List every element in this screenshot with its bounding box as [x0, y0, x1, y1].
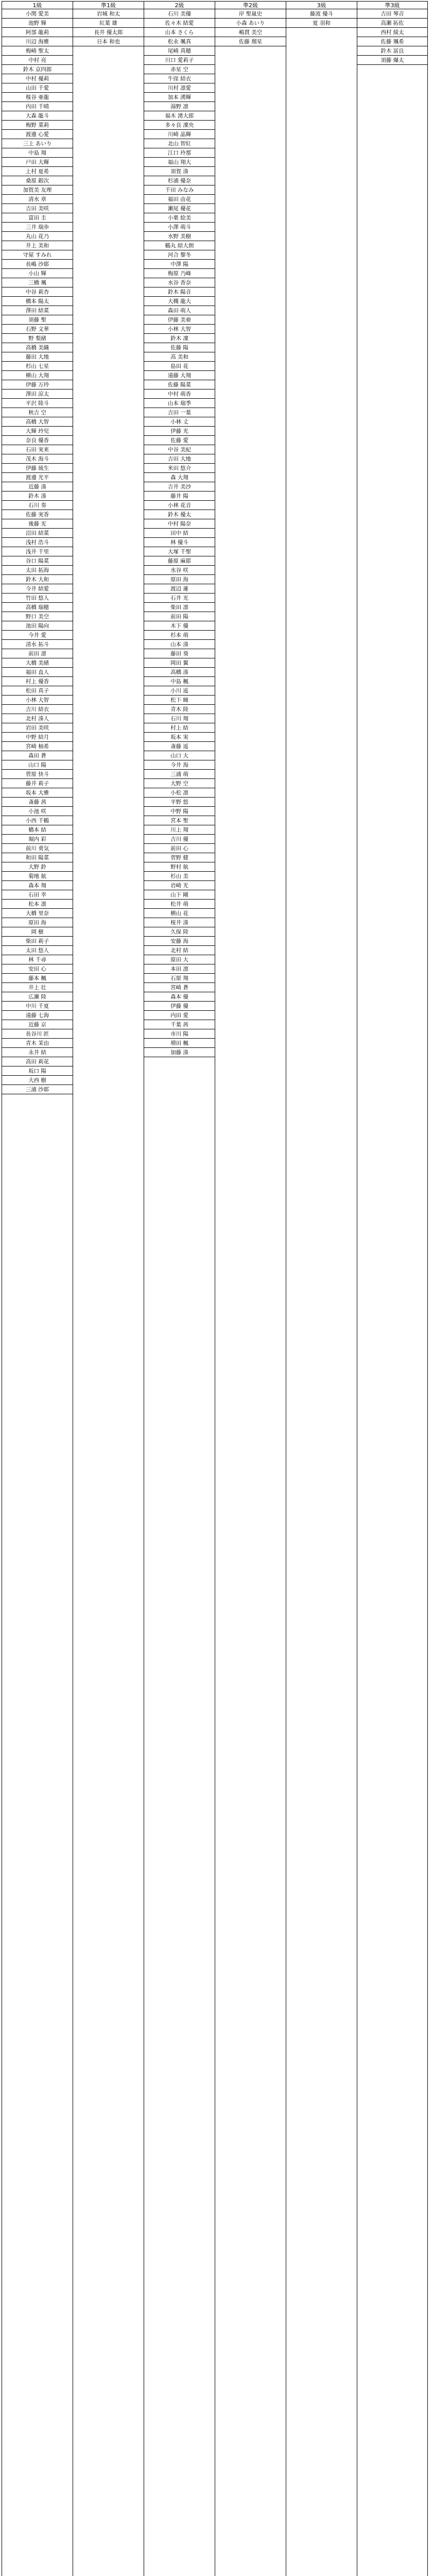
name-cell: 川上 翔 [144, 825, 215, 835]
name-cell: 高橋 瑞穂 [2, 603, 73, 612]
name-list [357, 9, 427, 65]
name-cell: 鈴木 凜 [144, 334, 215, 343]
name-cell: 山本 瑞季 [144, 399, 215, 408]
name-cell: 鈴木 陽音 [144, 287, 215, 297]
name-cell: 野村 航 [144, 862, 215, 872]
name-cell: 内田 愛 [144, 1011, 215, 1020]
name-cell: 加賀美 友理 [2, 185, 73, 195]
name-cell: 小林 花音 [144, 501, 215, 510]
name-cell: 夏 羽和 [286, 19, 357, 28]
name-cell: 伊藤 優 [144, 1002, 215, 1011]
name-cell: 原田 海 [144, 575, 215, 584]
name-cell: 中村 陽奈 [144, 519, 215, 529]
name-cell: 三井 瑞歩 [2, 223, 73, 232]
name-cell: 西村 綾太 [357, 28, 427, 37]
name-cell: 湯野 凛 [144, 102, 215, 111]
name-cell: 須藤 爆太 [357, 56, 427, 65]
name-cell: 杉浦 優奈 [144, 176, 215, 185]
name-cell: 小栗 絵美 [144, 213, 215, 223]
name-cell: 中澤 陽 [144, 260, 215, 269]
name-cell: 近藤 湊 [2, 482, 73, 492]
name-cell: 広瀬 陸 [2, 992, 73, 1002]
name-cell: 森本 翔 [2, 881, 73, 890]
name-cell: 杉本 萌 [144, 631, 215, 640]
column-grade-pre2 [215, 2, 286, 2576]
name-cell: 高橋 湊 [144, 668, 215, 677]
name-cell: 久保 陸 [144, 927, 215, 937]
name-cell: 後藤 光 [2, 519, 73, 529]
name-cell: 小山 輝 [2, 269, 73, 278]
name-cell: 沼田 結菜 [2, 529, 73, 538]
name-cell: 林 千尋 [2, 955, 73, 964]
name-cell: 浅井 千里 [2, 547, 73, 556]
name-cell: 小林 丈 [144, 417, 215, 427]
name-cell: 安田 心 [2, 964, 73, 974]
name-cell: 遠藤 七海 [2, 1011, 73, 1020]
name-cell: 戸田 大輝 [2, 158, 73, 167]
name-cell: 三浦 萌 [144, 770, 215, 779]
name-cell: 山田 千愛 [2, 83, 73, 93]
name-cell: 大輝 玲児 [2, 427, 73, 436]
name-cell: 三上 あいり [2, 139, 73, 148]
name-cell: 木下 優 [144, 621, 215, 631]
name-cell: 福山 翔大 [144, 158, 215, 167]
name-cell: 長井 優太郎 [73, 28, 144, 37]
name-cell: 今井 結愛 [2, 584, 73, 594]
name-cell: 杉山 七星 [2, 362, 73, 371]
name-cell: 千田 みなみ [144, 185, 215, 195]
name-cell: 野口 美空 [2, 612, 73, 621]
name-cell: 林 優斗 [144, 538, 215, 547]
name-cell: 鈴木 大和 [2, 575, 73, 584]
name-cell: 中村 優莉 [2, 74, 73, 83]
name-cell: 石川 翔 [144, 714, 215, 723]
name-cell: 中谷 莉杏 [2, 287, 73, 297]
name-cell: 日本 和也 [73, 37, 144, 46]
name-cell: 牛窪 結衣 [144, 74, 215, 83]
name-cell: 坂口 陽 [2, 1066, 73, 1076]
name-cell: 横山 大翔 [2, 371, 73, 380]
name-cell: 吉田 一葉 [144, 408, 215, 417]
name-cell: 近藤 京 [2, 1020, 73, 1029]
name-cell: 前川 勇気 [2, 844, 73, 853]
name-cell: 中島 翔 [2, 148, 73, 158]
name-list [73, 9, 144, 46]
name-cell: 守屋 すみれ [2, 250, 73, 260]
name-cell: 藤井 陽 [144, 492, 215, 501]
name-cell: 梅野 菜莉 [2, 121, 73, 130]
column-grade-pre1 [73, 2, 144, 2576]
name-cell: 宮崎 柚希 [2, 742, 73, 751]
column-header: 準3級 [357, 2, 427, 9]
name-cell: 石野 文華 [2, 325, 73, 334]
name-cell: 阿部 龍莉 [2, 28, 73, 37]
name-cell: 吉井 美沙 [144, 482, 215, 492]
name-cell: 今井 愛 [2, 631, 73, 640]
name-cell: 鈴木 京四郎 [2, 65, 73, 74]
name-cell: 嶋貫 美空 [215, 28, 286, 37]
name-cell: 浅村 浩斗 [2, 538, 73, 547]
name-cell: 今井 海 [144, 760, 215, 770]
name-cell: 中谷 美紀 [144, 445, 215, 454]
name-cell: 鈴木 優太 [144, 510, 215, 519]
name-cell: 和田 陽菜 [2, 853, 73, 862]
column-grade-2 [144, 2, 215, 2576]
name-cell: 松本 凛 [2, 900, 73, 909]
name-cell: 高橋 美織 [2, 343, 73, 352]
name-cell: 三橋 颯 [2, 278, 73, 287]
name-cell: 伊藤 琉生 [2, 464, 73, 473]
column-grade-pre3 [357, 2, 427, 2576]
name-cell: 大橋 美緒 [2, 658, 73, 668]
name-cell: 市川 陽 [144, 1029, 215, 1039]
name-cell: 小松 凛 [144, 788, 215, 798]
name-cell: 石田 実来 [2, 445, 73, 454]
name-cell: 井上 美和 [2, 241, 73, 250]
name-cell: 丸山 花乃 [2, 232, 73, 241]
name-cell: 松永 颯真 [144, 37, 215, 46]
name-cell: 松田 真子 [2, 686, 73, 696]
name-cell: 瀬尾 優花 [144, 204, 215, 213]
name-cell: 北村 結 [144, 946, 215, 955]
name-cell: 宮崎 蒼 [144, 983, 215, 992]
name-cell: 遠藤 大翔 [144, 371, 215, 380]
name-cell: 青木 茉由 [2, 1039, 73, 1048]
name-cell: 菅野 健 [144, 853, 215, 862]
column-header: 準1級 [73, 2, 144, 9]
name-cell: 川口 愛莉子 [144, 56, 215, 65]
name-cell: 福木 湧大郎 [144, 111, 215, 121]
name-cell: 宮本 聖 [144, 816, 215, 825]
name-cell: 桜井 湊 [144, 918, 215, 927]
name-cell: 鈴木 湊 [2, 492, 73, 501]
name-cell: 原田 海 [2, 918, 73, 927]
name-cell: 岩崎 光 [144, 881, 215, 890]
name-cell: 水谷 咲 [144, 566, 215, 575]
name-cell: 大塚 千聖 [144, 547, 215, 556]
name-cell: 伊藤 光 [144, 427, 215, 436]
name-cell: 富田 圭 [2, 213, 73, 223]
name-cell: 小森 あいり [215, 19, 286, 28]
name-cell: 安藤 海 [144, 937, 215, 946]
name-cell: 三浦 沙耶 [2, 1085, 73, 1094]
name-cell: 谷口 陽菜 [2, 556, 73, 566]
name-cell: 鈴木 冨良 [357, 46, 427, 56]
name-cell: 吉川 優 [144, 835, 215, 844]
name-cell: 渡邊 心愛 [2, 130, 73, 139]
name-cell: 橋本 陽太 [2, 297, 73, 306]
name-cell: 須賀 湊 [144, 167, 215, 176]
name-cell: 藤田 葵 [144, 649, 215, 658]
name-cell: 坂本 実 [144, 733, 215, 742]
name-cell: 岡 樹 [2, 927, 73, 937]
name-cell: 柴田 莉子 [2, 937, 73, 946]
name-cell: 中島 楓 [144, 677, 215, 686]
name-cell: 青木 陸 [144, 705, 215, 714]
name-cell: 前田 凛 [2, 649, 73, 658]
name-cell: 岩城 和太 [73, 9, 144, 19]
name-cell: 多々良 凜央 [144, 121, 215, 130]
name-cell: 水谷 香奈 [144, 278, 215, 287]
column-grade-1 [2, 2, 73, 2576]
name-cell: 菅原 快斗 [2, 770, 73, 779]
name-cell: 森田 蒼 [2, 751, 73, 760]
name-cell: 小林 大智 [2, 696, 73, 705]
name-cell: 上村 夏希 [2, 167, 73, 176]
name-cell: 北村 湊人 [2, 714, 73, 723]
name-cell: 江口 玲那 [144, 148, 215, 158]
name-cell: 渡辺 蓮 [144, 584, 215, 594]
name-cell: 堀内 彩 [2, 835, 73, 844]
name-cell: 福田 由花 [144, 195, 215, 204]
name-cell: 斎藤 茜 [2, 798, 73, 807]
name-cell: 田中 結 [144, 529, 215, 538]
name-cell: 原田 大 [144, 955, 215, 964]
name-cell: 平野 悠 [144, 798, 215, 807]
name-cell: 佐藤 瑠星 [215, 37, 286, 46]
name-cell: 平沢 陸斗 [2, 399, 73, 408]
name-cell: 石川 美優 [144, 9, 215, 19]
name-cell: 森 大翔 [144, 473, 215, 482]
column-header: 3級 [286, 2, 357, 9]
name-cell: 村上 結 [144, 723, 215, 733]
name-cell: 中野 結月 [2, 733, 73, 742]
name-cell: 野 梨緒 [2, 334, 73, 343]
name-cell: 吉川 結衣 [2, 705, 73, 714]
name-cell: 石井 光 [144, 594, 215, 603]
name-cell: 大橋 里奈 [2, 909, 73, 918]
name-cell: 加本 湧輝 [144, 93, 215, 102]
name-cell: 内田 千晴 [2, 102, 73, 111]
name-cell: 桜谷 亜龍 [2, 93, 73, 102]
name-cell: 山本 湊 [144, 640, 215, 649]
name-cell: 桑原 銀次 [2, 176, 73, 185]
name-cell: 藤田 大地 [2, 352, 73, 362]
name-cell: 赤星 空 [144, 65, 215, 74]
name-cell: 伊藤 美亜 [144, 315, 215, 325]
name-cell: 斎藤 遥 [144, 742, 215, 751]
name-cell: 池野 輝 [2, 19, 73, 28]
name-cell: 長谷川 匠 [2, 1029, 73, 1039]
name-cell: 高 美和 [144, 352, 215, 362]
name-cell: 佐藤 陽菜 [144, 380, 215, 389]
name-cell: 小川 遥 [144, 686, 215, 696]
column-header: 2級 [144, 2, 215, 9]
name-cell: 岡田 翼 [144, 658, 215, 668]
name-cell: 中川 千夏 [2, 1002, 73, 1011]
name-cell: 前田 陽 [144, 612, 215, 621]
name-list [215, 9, 286, 46]
name-cell: 清水 章 [2, 195, 73, 204]
name-cell: 永井 結 [2, 1048, 73, 1057]
name-cell: 伊藤 万玲 [2, 380, 73, 389]
name-cell: 紅葉 雄 [73, 19, 144, 28]
name-cell: 中野 陽 [144, 807, 215, 816]
name-cell: 北山 智紅 [144, 139, 215, 148]
name-cell: 藤原 麻耶 [144, 556, 215, 566]
name-cell: 中村 亮 [2, 56, 73, 65]
name-cell: 奈良 優香 [2, 436, 73, 445]
name-cell: 森本 優 [144, 992, 215, 1002]
name-cell: 水野 美樹 [144, 232, 215, 241]
name-cell: 大槻 龍大 [144, 297, 215, 306]
name-cell: 井上 壮 [2, 983, 73, 992]
name-cell: 山口 陽 [2, 760, 73, 770]
name-cell: 佐藤 颯希 [357, 37, 427, 46]
name-cell: 大野 鈴 [2, 862, 73, 872]
name-cell: 佐藤 実香 [2, 510, 73, 519]
name-cell: 澤田 涼太 [2, 389, 73, 399]
name-cell: 山口 大 [144, 751, 215, 760]
name-cell: 石原 翔 [144, 974, 215, 983]
name-cell: 吉田 大地 [144, 454, 215, 464]
name-cell: 米田 悠介 [144, 464, 215, 473]
column-header: 1級 [2, 2, 73, 9]
name-cell: 渡邊 光平 [2, 473, 73, 482]
name-cell: 柴田 凛 [144, 603, 215, 612]
name-cell: 森田 萌人 [144, 306, 215, 315]
name-cell: 吉田 美咲 [2, 204, 73, 213]
name-cell: 藤波 優斗 [286, 9, 357, 19]
name-cell: 福田 直人 [2, 668, 73, 677]
name-cell: 小林 大智 [144, 325, 215, 334]
name-cell: 高田 莉花 [2, 1057, 73, 1066]
name-cell: 前田 心 [144, 844, 215, 853]
name-cell: 高橋 大智 [2, 417, 73, 427]
name-cell: 吉田 琴音 [357, 9, 427, 19]
name-cell: 坂本 大雅 [2, 788, 73, 798]
name-cell: 藤井 莉子 [2, 779, 73, 788]
name-cell: 梅崎 聖太 [2, 46, 73, 56]
name-cell: 村上 優香 [2, 677, 73, 686]
name-cell: 大野 空 [144, 779, 215, 788]
name-cell: 石川 奏 [2, 501, 73, 510]
name-cell: 鶴丸 結大朗 [144, 241, 215, 250]
name-cell: 菊地 航 [2, 872, 73, 881]
name-cell: 大森 龍斗 [2, 111, 73, 121]
name-cell: 本田 凛 [144, 964, 215, 974]
name-list [144, 9, 215, 1057]
name-cell: 太田 悠人 [2, 946, 73, 955]
name-cell: 澤田 結菜 [2, 306, 73, 315]
name-cell: 長嶋 沙耶 [2, 260, 73, 269]
name-cell: 清水 拓斗 [2, 640, 73, 649]
name-cell: 横山 花 [144, 909, 215, 918]
name-cell: 佐藤 陽 [144, 343, 215, 352]
name-cell: 佐藤 愛 [144, 436, 215, 445]
name-cell: 尾崎 真穂 [144, 46, 215, 56]
results-table [2, 1, 428, 2576]
name-cell: 大西 樹 [2, 1076, 73, 1085]
name-list [2, 9, 73, 1094]
name-cell: 藤本 楓 [2, 974, 73, 983]
name-cell: 竹田 悠人 [2, 594, 73, 603]
name-cell: 川崎 晶輝 [144, 130, 215, 139]
name-cell: 河合 黎冬 [144, 250, 215, 260]
name-cell: 千葉 茜 [144, 1020, 215, 1029]
name-cell: 橋本 結 [2, 825, 73, 835]
name-cell: 小西 千鶴 [2, 816, 73, 825]
name-cell: 松井 萌 [144, 900, 215, 909]
name-cell: 杉山 美 [144, 872, 215, 881]
name-cell: 川辺 海雅 [2, 37, 73, 46]
name-cell: 岩田 美咲 [2, 723, 73, 733]
name-cell: 岸 聖嵐史 [215, 9, 286, 19]
name-cell: 松下 瞳 [144, 696, 215, 705]
name-cell: 加藤 湊 [144, 1048, 215, 1057]
name-cell: 増田 楓 [144, 1039, 215, 1048]
name-cell: 山下 剛 [144, 890, 215, 900]
name-cell: 中村 萌香 [144, 389, 215, 399]
name-cell: 須藤 聖 [2, 315, 73, 325]
name-cell: 山本 さくら [144, 28, 215, 37]
name-cell: 秋吉 空 [2, 408, 73, 417]
name-cell: 川村 凛愛 [144, 83, 215, 93]
name-cell: 太田 拓海 [2, 566, 73, 575]
name-cell: 小池 咲 [2, 807, 73, 816]
name-cell: 佐々木 結愛 [144, 19, 215, 28]
name-cell: 高瀬 拓佐 [357, 19, 427, 28]
name-cell: 小澤 萌斗 [144, 223, 215, 232]
name-cell: 梅原 乃峰 [144, 269, 215, 278]
name-cell: 小関 愛美 [2, 9, 73, 19]
column-grade-3 [286, 2, 357, 2576]
column-header: 準2級 [215, 2, 286, 9]
name-cell: 池田 陽向 [2, 621, 73, 631]
name-cell: 石田 幸 [2, 890, 73, 900]
name-cell: 茂木 海斗 [2, 454, 73, 464]
name-list [286, 9, 357, 28]
name-cell: 島田 花 [144, 362, 215, 371]
